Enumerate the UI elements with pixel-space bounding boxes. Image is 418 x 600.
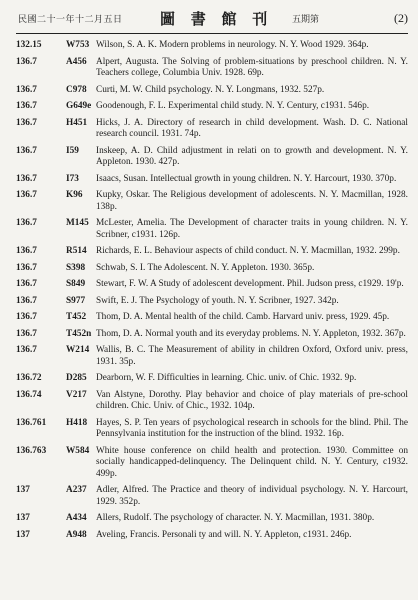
citation-text: Thom, D. A. Normal youth and its everyday problems. N. Y. Appleton, 1932. 367p. [96,328,406,339]
list-item [16,390,408,413]
class-number: 137 [16,529,30,540]
citation-text: McLester, Amelia. The Development of character traits in young children. N. Y. Scribner, c1931. 126p. [96,218,408,240]
list-item [16,279,408,291]
author-mark: A434 [66,513,87,523]
list-item [16,513,408,525]
class-number: 136.7 [16,246,37,256]
class-number: 136.7 [16,84,37,95]
list-item [16,190,408,213]
citation-text: Isaacs, Susan. Intellectual growth in young children. N. Y. Harcourt, 1930. 370p. [96,173,397,184]
author-mark: S977 [66,295,86,306]
author-mark: W214 [66,345,90,355]
author-mark: T452 [66,312,87,322]
page-number: (2) [394,10,408,25]
author-mark: I59 [66,145,79,156]
list-item [16,246,408,258]
author-mark: R514 [66,246,87,256]
class-number: 137 [16,485,30,495]
list-item [16,296,408,308]
list-item [16,418,408,441]
author-mark: H451 [66,117,88,128]
class-number: 136.763 [16,445,47,456]
list-item [16,446,408,481]
citation-text: Kupky, Oskar. The Religious development of adolescents. N. Y. Macmillan, 1928. 138p. [96,190,408,212]
list-item [16,174,408,186]
author-mark: S398 [66,262,86,273]
class-number: 136.7 [16,312,37,322]
citation-text: Hicks, J. A. Directory of research in child development. Wash. D. C. National research council. 1931. 74p. [96,117,408,139]
author-mark: V217 [66,389,87,400]
citation-text: Richards, E. L. Behaviour aspects of child conduct. N. Y. Macmillan, 1932. 299p. [96,246,400,256]
citation-text: Adler, Alfred. The Practice and theory of individual psychology. N. Y. Harcourt, 1929. 352p. [96,485,408,507]
citation-text: Inskeep, A. D. Child adjustment in relati on to growth and development. N. Y. Appleton. 1930. 427p. [96,145,408,167]
citation-text: Hayes, S. P. Ten years of psychological research in schools for the blind. Phil. The Pennsylvania institution for the instruction of the blind. 1932. 16p. [96,417,408,439]
citation-text: Alpert, Augusta. The Solving of problem-situations by preschool children. N. Y. Teachers college, Columbia Univ. 1928. 69p. [96,56,408,78]
author-mark: H418 [66,417,88,428]
class-number: 136.7 [16,279,37,289]
citation-text: Van Alstyne, Dorothy. Play behavior and choice of play materials of pre-school children. Chic. Univ. of Chic., 1932. 104p. [96,389,408,411]
list-item [16,85,408,97]
list-item [16,263,408,275]
class-number: 136.7 [16,262,37,273]
class-number: 136.7 [16,173,37,184]
list-item [16,57,408,80]
citation-text: Swift, E. J. The Psychology of youth. N. Y. Scribner, 1927. 342p. [96,295,339,306]
class-number: 136.7 [16,345,37,355]
citation-text: Aveling, Francis. Personali ty and will. N. Y. Appleton, c1931. 246p. [96,529,352,540]
author-mark: K96 [66,190,83,200]
author-mark: M145 [66,218,89,228]
citation-text: Wilson, S. A. K. Modern problems in neurology. N. Y. Wood 1929. 364p. [96,40,369,50]
author-mark: A948 [66,529,87,540]
list-item [16,218,408,241]
page-header [18,6,408,30]
class-number: 136.72 [16,373,42,383]
class-number: 136.7 [16,218,37,228]
header-rule [16,33,408,34]
class-number: 132.15 [16,40,42,50]
author-mark: C978 [66,84,87,95]
list-item [16,329,408,341]
author-mark: G649e [66,101,92,111]
author-mark: D285 [66,373,87,383]
list-item [16,40,408,52]
citation-text: Goodenough, F. L. Experimental child study. N. Y. Century, c1931. 546p. [96,101,370,111]
author-mark: A456 [66,56,87,67]
author-mark: W584 [66,445,90,456]
list-item [16,530,408,542]
citation-text: Curti, M. W. Child psychology. N. Y. Longmans, 1932. 527p. [96,84,325,95]
class-number: 136.7 [16,190,37,200]
list-item [16,312,408,324]
class-number: 136.7 [16,56,37,67]
class-number: 136.7 [16,101,37,111]
header-date: 民國二十一年十二月五日 [18,13,123,24]
class-number: 136.7 [16,117,37,128]
citation-text: Stewart, F. W. A Study of adolescent development. Phil. Judson press, c1929. 19'p. [96,279,404,289]
issue-label: 五期第 [292,13,320,24]
class-number: 136.7 [16,145,37,156]
citation-text: Wallis, B. C. The Measurement of ability in children Oxford, Oxford univ. press, 1931. 35p. [96,345,408,367]
class-number: 136.74 [16,389,42,400]
citation-text: Dearborn, W. F. Difficulties in learning. Chic. univ. of Chic. 1932. 9p. [96,373,357,383]
citation-text: Schwab, S. I. The Adolescent. N. Y. Appleton. 1930. 365p. [96,262,315,273]
list-item [16,485,408,508]
journal-title: 圖 書 館 刊 [160,11,274,28]
class-number: 137 [16,513,30,523]
citation-text: White house conference on child health and protection. 1930. Committee on socially handicapped-delinquency. The Delinquent child. N. Y. Century, c1932. 499p. [96,445,408,479]
author-mark: S849 [66,279,86,289]
list-item [16,345,408,368]
author-mark: T452n [66,328,92,339]
citation-text: Thom, D. A. Mental health of the child. Camb. Harvard univ. press, 1929. 45p. [96,312,390,322]
class-number: 136.7 [16,295,37,306]
author-mark: W753 [66,40,90,50]
author-mark: I73 [66,173,79,184]
list-item [16,101,408,113]
class-number: 136.761 [16,417,47,428]
list-item [16,373,408,385]
bibliography-list [16,40,408,546]
class-number: 136.7 [16,328,37,339]
list-item [16,146,408,169]
citation-text: Allers, Rudolf. The psychology of character. N. Y. Macmillan, 1931. 380p. [96,513,375,523]
author-mark: A237 [66,485,87,495]
list-item [16,118,408,141]
